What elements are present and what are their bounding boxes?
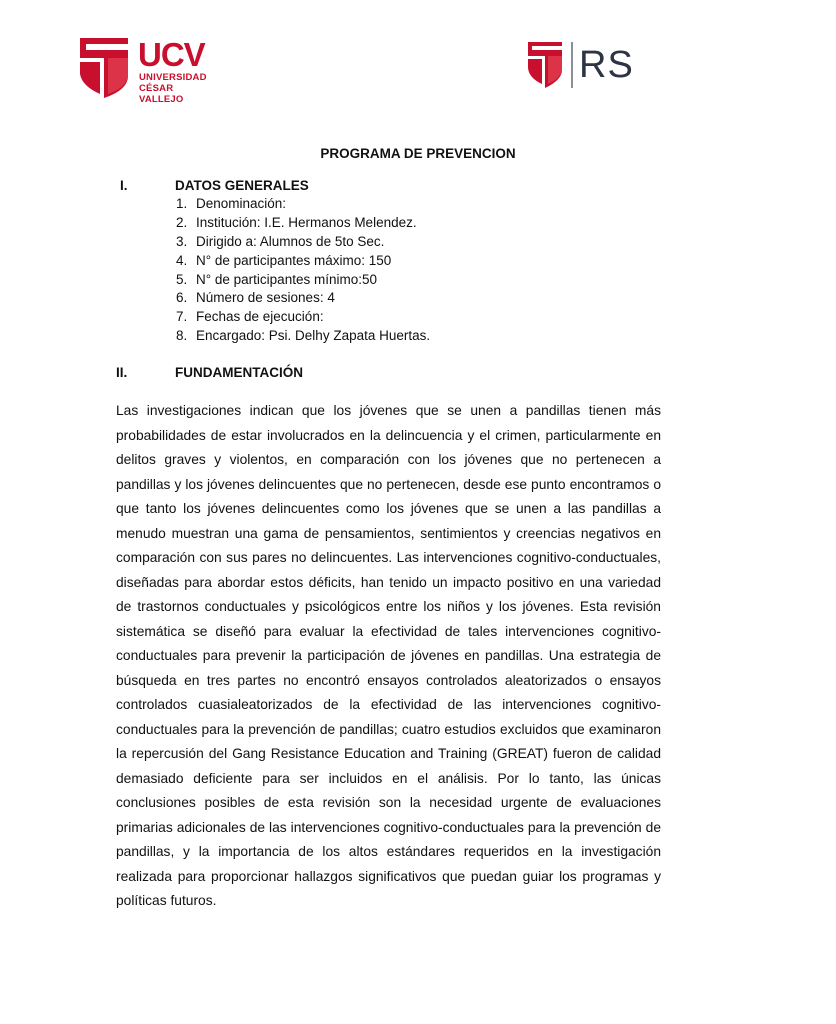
ucv-subtitle (139, 72, 210, 105)
list-item-text: Institución: I.E. Hermanos Melendez. (196, 214, 417, 230)
list-item (176, 252, 430, 271)
list-item-text: Fechas de ejecución: (196, 309, 324, 325)
ucv-wordmark: UCV (138, 36, 205, 73)
list-item-number: 5. (176, 271, 188, 287)
logo-divider (571, 42, 573, 88)
section-2-number: II. (116, 365, 128, 380)
ucv-subtitle-line1: UNIVERSIDAD (139, 72, 207, 83)
ucv-shield-icon (528, 40, 564, 88)
section-1-number: I. (120, 178, 128, 193)
list-item (176, 233, 430, 252)
list-item-number: 3. (176, 233, 188, 249)
list-item-text: N° de participantes mínimo:50 (196, 271, 377, 287)
list-item (176, 271, 430, 290)
list-item-text: Encargado: Psi. Delhy Zapata Huertas. (196, 328, 431, 344)
list-item-text: N° de participantes máximo: 150 (196, 252, 392, 268)
list-item (176, 327, 430, 346)
list-item-number: 4. (176, 252, 188, 268)
list-item (176, 195, 430, 214)
fundamentacion-paragraph: Las investigaciones indican que los jóvenes que se unen a pandillas tienen más probabilidades de estar involucrados en la delincuencia y el crimen, particularmente en delitos graves y violentos, en comparación con los jóvenes que no pertenecen a pandillas y los jóvenes delincuentes que no pertenecen, desde ese punto encontramos o que tanto los jóvenes delincuentes como los jóvenes que se unen a las pandillas a menudo muestran una gama de pensamientos, sentimientos y creencias negativos en comparación con sus pares no delincuentes. Las intervenciones cognitivo-conductuales, diseñadas para abordar estos déficits, han tenido un impacto positivo en una variedad de trastornos conductuales y psicológicos entre los niños y los jóvenes. Esta revisión sistemática se diseñó para evaluar la efectividad de tales intervenciones cognitivo-conductuales para prevenir la participación de jóvenes en pandillas. Una estrategia de búsqueda en tres partes no encontró ensayos controlados aleatorizados o ensayos controlados cuasialeatorizados de la efectividad de las intervenciones cognitivo-conductuales para la prevención de pandillas; cuatro estudios excluidos que examinaron la repercusión del Gang Resistance Education and Training (GREAT) fueron de calidad demasiado deficiente para ser incluidos en el análisis. Por lo tanto, las únicas conclusiones posibles de esta revisión son la necesidad urgente de evaluaciones primarias adicionales de las intervenciones cognitivo-conductuales para la prevención de pandillas, y la importancia de los altos estándares requeridos en la investigación realizada para proporcionar hallazgos significativos que puedan guiar los programas y políticas futuros. (116, 403, 661, 908)
list-item-number: 1. (176, 196, 188, 211)
list-item-text: Denominación: (196, 196, 287, 211)
document-title: PROGRAMA DE PREVENCION (320, 146, 516, 161)
rs-wordmark: RS (579, 44, 634, 86)
list-item-text: Dirigido a: Alumnos de 5to Sec. (196, 233, 385, 249)
ucv-shield-icon (80, 36, 132, 98)
list-item (176, 308, 430, 327)
general-data-list (176, 195, 430, 346)
list-item-number: 6. (176, 290, 188, 306)
ucv-logo (80, 36, 210, 105)
list-item (176, 289, 430, 308)
ucv-subtitle-line2: CÉSAR VALLEJO (139, 83, 184, 105)
list-item-number: 8. (176, 328, 188, 344)
list-item (176, 214, 430, 233)
section-1-heading: DATOS GENERALES (175, 178, 309, 193)
list-item-text: Número de sesiones: 4 (196, 290, 335, 306)
rs-logo (528, 40, 634, 90)
list-item-number: 2. (176, 214, 188, 230)
section-2-heading: FUNDAMENTACIÓN (175, 365, 303, 380)
list-item-number: 7. (176, 309, 188, 325)
